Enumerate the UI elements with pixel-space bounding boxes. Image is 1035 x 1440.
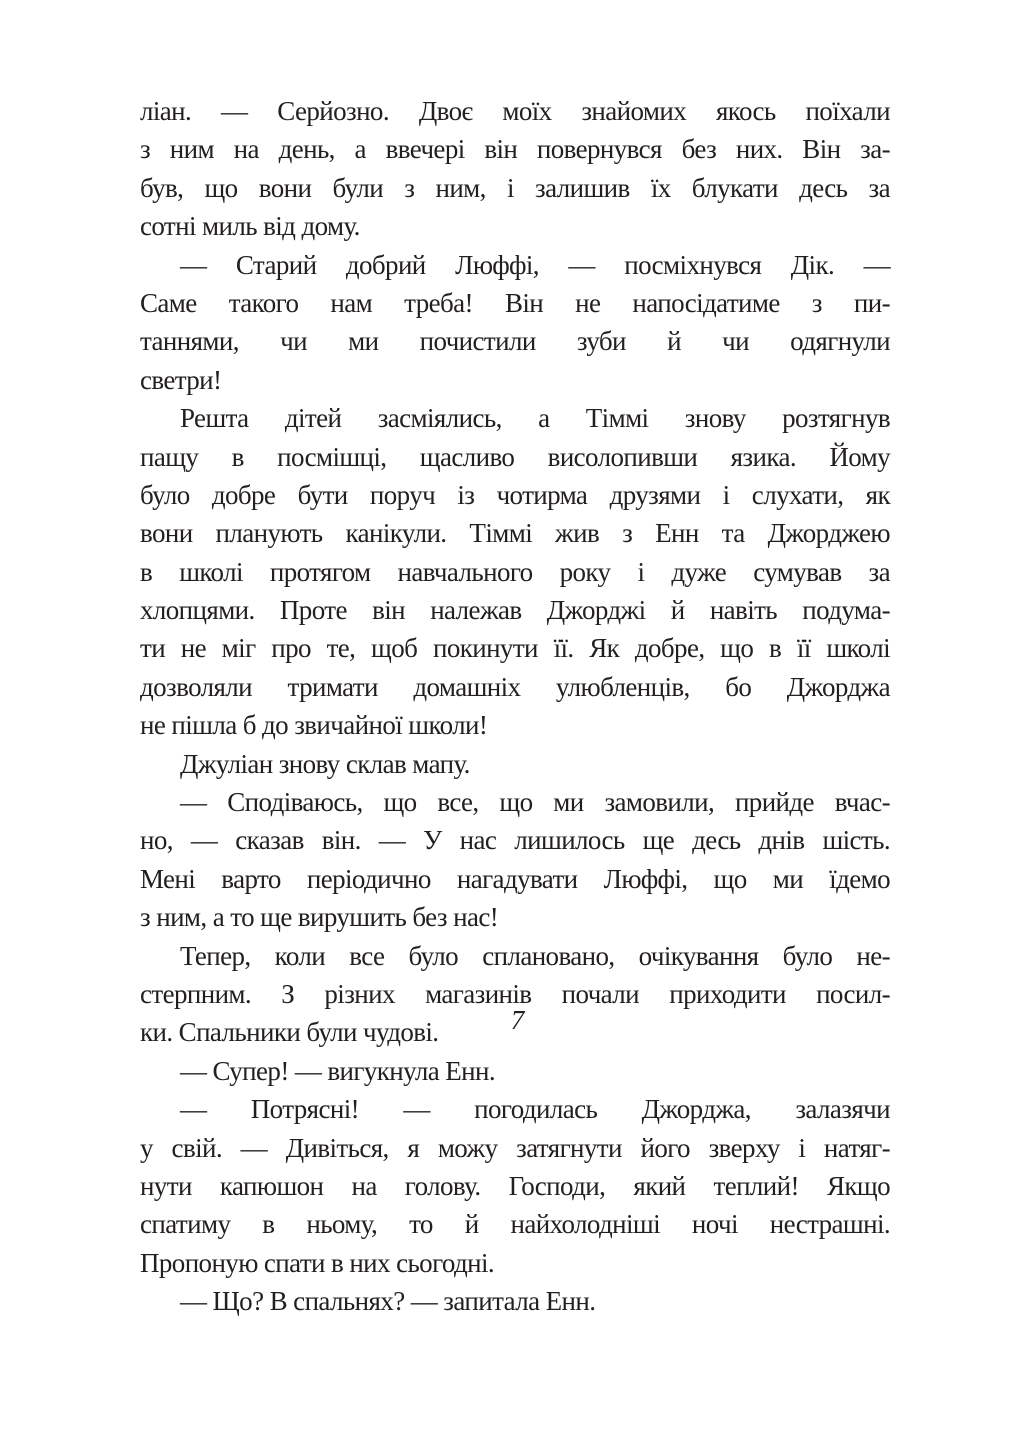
- text-line: в школі протягом навчального року і дуже сумував за: [140, 556, 890, 587]
- text-line: дозволяли тримати домашніх улюбленців, бо Джорджа: [140, 671, 890, 702]
- text-line: — Що? В спальнях? — запитала Енн.: [180, 1286, 596, 1317]
- text-line: нути капюшон на голову. Господи, який теплий! Якщо: [140, 1170, 890, 1201]
- text-line: вони планують канікули. Тіммі жив з Енн та Джорджею: [140, 518, 890, 549]
- text-line: — Супер! — вигукнула Енн.: [180, 1055, 496, 1086]
- page-number: 7: [510, 1005, 525, 1035]
- text-line: стерпним. З різних магазинів почали приходити посил-: [140, 978, 890, 1009]
- text-line: Решта дітей засміялись, а Тіммі знову розтягнув: [180, 403, 890, 434]
- text-line: хлопцями. Проте він належав Джорджі й навіть подума-: [140, 595, 890, 626]
- text-line: Тепер, коли все було сплановано, очікування було не-: [180, 940, 890, 971]
- text-line: Мені варто періодично нагадувати Люффі, що ми їдемо: [140, 863, 890, 894]
- text-line: пащу в посмішці, щасливо висолопивши язика. Йому: [140, 441, 890, 472]
- text-line: був, що вони були з ним, і залишив їх блукати десь за: [140, 172, 890, 203]
- text-line: — Сподіваюсь, що все, що ми замовили, прийде вчас-: [180, 787, 890, 818]
- text-line: светри!: [140, 364, 222, 395]
- text-line: ліан. — Серйозно. Двоє моїх знайомих якось поїхали: [140, 96, 890, 126]
- text-line: у свій. — Дивіться, я можу затягнути його зверху і натяг-: [140, 1132, 890, 1163]
- text-line: було добре бути поруч із чотирма друзями і слухати, як: [140, 479, 890, 510]
- text-line: з ним, а то ще вирушить без нас!: [140, 902, 499, 933]
- text-line: Джуліан знову склав мапу.: [180, 748, 470, 779]
- text-line: з ним на день, а ввечері він повернувся без них. Він за-: [140, 134, 890, 165]
- text-line: ти не міг про те, щоб покинути її. Як добре, що в її школі: [140, 633, 890, 664]
- text-line: но, — сказав він. — У нас лишилось ще десь днів шість.: [140, 825, 890, 856]
- text-line: таннями, чи ми почистили зуби й чи одягнули: [140, 326, 890, 357]
- text-line: не пішла б до звичайної школи!: [140, 710, 488, 741]
- text-line: — Старий добрий Люффі, — посміхнувся Дік. —: [180, 249, 890, 280]
- text-line: Саме такого нам треба! Він не напосідатиме з пи-: [140, 287, 890, 318]
- text-line: — Потрясні! — погодилась Джорджа, залазячи: [180, 1094, 890, 1125]
- text-line: спатиму в ньому, то й найхолодніші ночі нестрашні.: [140, 1209, 890, 1240]
- page-body: [140, 92, 890, 1321]
- text-line: Пропоную спати в них сьогодні.: [140, 1247, 495, 1278]
- text-line: ки. Спальники були чудові.: [140, 1017, 439, 1048]
- text-line: сотні миль від дому.: [140, 211, 360, 242]
